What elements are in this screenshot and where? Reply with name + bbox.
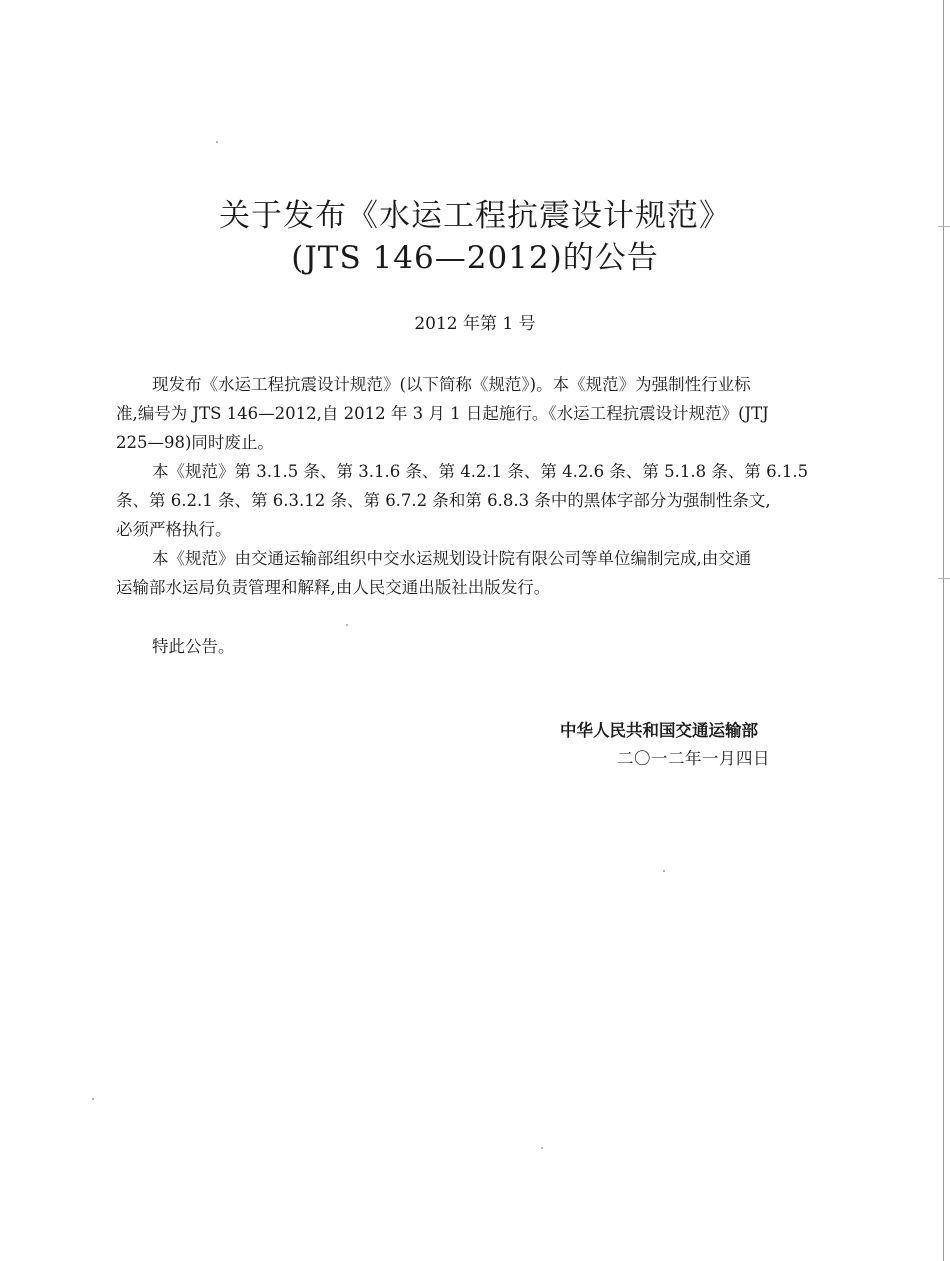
paragraph-2-line: 本《规范》第 3.1.5 条、第 3.1.6 条、第 4.2.1 条、第 4.2.6 条、第 5.1.8 条、第 6.1.5 (152, 462, 809, 481)
paragraph-1 (116, 370, 840, 457)
scan-speck (663, 870, 665, 872)
announcement-title-line-2: (JTS 146—2012)的公告 (291, 240, 659, 276)
paragraph-1-line: 现发布《水运工程抗震设计规范》(以下简称《规范》)。本《规范》为强制性行业标 (152, 375, 751, 394)
issue-number: 2012 年第 1 号 (414, 314, 536, 334)
paragraph-1-line: 准,编号为 JTS 146—2012,自 2012 年 3 月 1 日起施行。《水运工程抗震设计规范》(JTJ (116, 404, 769, 423)
paragraph-2 (116, 457, 840, 544)
scan-speck (346, 624, 348, 626)
paragraph-1-line: 225—98)同时废止。 (116, 433, 274, 452)
issue-date: 二〇一二年一月四日 (617, 749, 770, 768)
issuing-authority: 中华人民共和国交通运输部 (560, 721, 758, 740)
scan-speck (216, 141, 218, 143)
page-edge-line (943, 0, 944, 1261)
scan-speck (92, 1098, 94, 1100)
scan-speck (541, 1147, 543, 1149)
paragraph-2-line: 必须严格执行。 (116, 520, 232, 539)
closing-statement: 特此公告。 (152, 637, 235, 656)
announcement-title-line-1: 关于发布《水运工程抗震设计规范》 (219, 198, 731, 234)
paragraph-2-line: 条、第 6.2.1 条、第 6.3.12 条、第 6.7.2 条和第 6.8.3 条中的黑体字部分为强制性条文, (116, 491, 771, 510)
paragraph-3-line: 运输部水运局负责管理和解释,由人民交通出版社出版发行。 (116, 578, 551, 597)
paragraph-3 (116, 544, 840, 602)
page-edge-mark (938, 578, 950, 579)
paragraph-3-line: 本《规范》由交通运输部组织中交水运规划设计院有限公司等单位编制完成,由交通 (152, 549, 752, 568)
